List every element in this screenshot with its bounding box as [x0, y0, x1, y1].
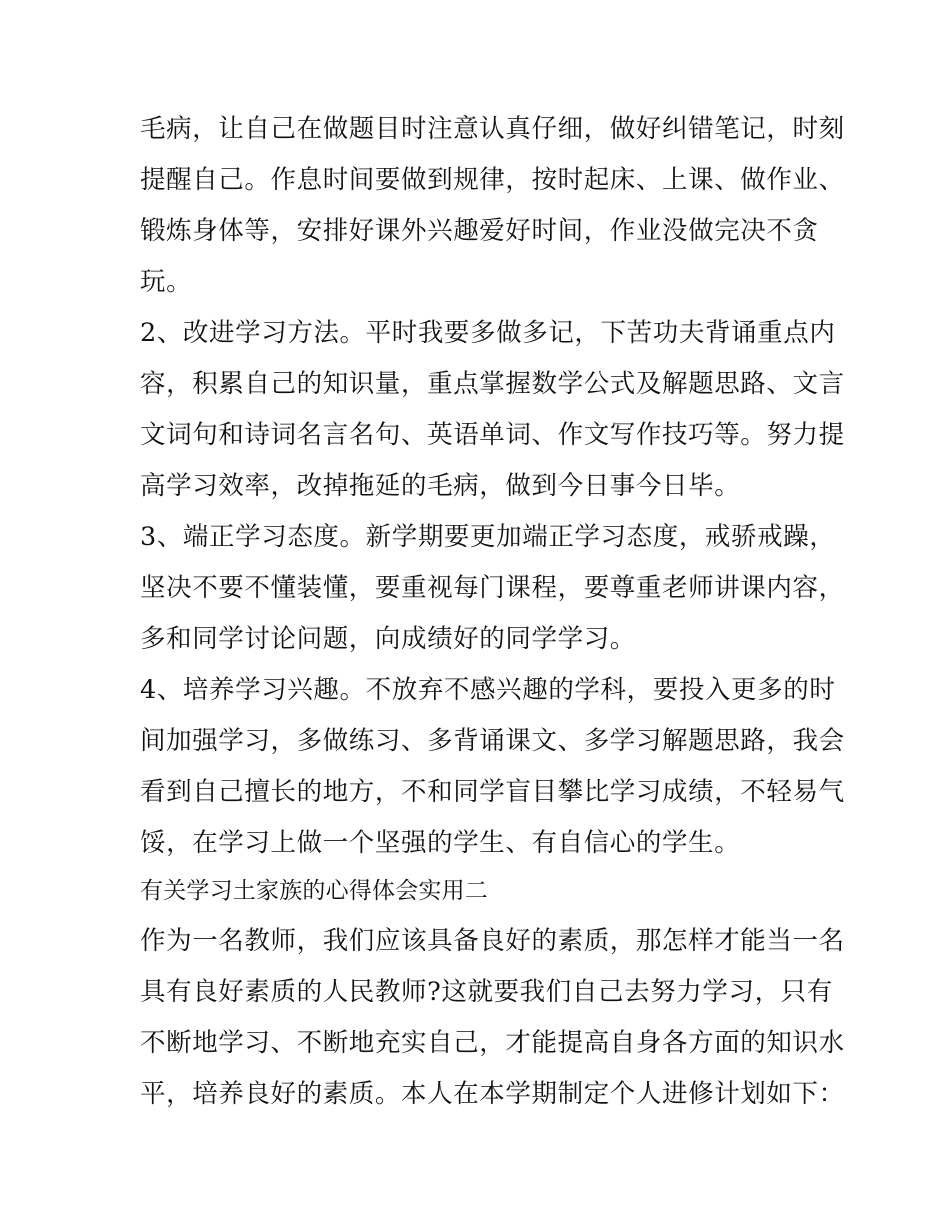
paragraph-line: 馁，在学习上做一个坚强的学生、有自信心的学生。	[140, 828, 741, 858]
paragraph-line: 不断地学习、不断地充实自己，才能提高自身各方面的知识水	[140, 1028, 845, 1058]
paragraph-line: 玩。	[140, 267, 193, 297]
paragraph-line: 作为一名教师，我们应该具备良好的素质，那怎样才能当一名	[140, 926, 845, 956]
paragraph-line: 多和同学讨论问题，向成绩好的同学学习。	[140, 624, 636, 654]
paragraph-line: 坚决不要不懂装懂，要重视每门课程，要尊重老师讲课内容，	[140, 573, 845, 603]
list-item-line: 3、端正学习态度。新学期要更加端正学习态度，戒骄戒躁，	[140, 522, 836, 552]
paragraph-line: 提醒自己。作息时间要做到规律，按时起床、上课、做作业、	[140, 165, 845, 195]
paragraph-line: 毛病，让自己在做题目时注意认真仔细，做好纠错笔记，时刻	[140, 114, 845, 144]
paragraph-line: 文词句和诗词名言名句、英语单词、作文写作技巧等。努力提	[140, 420, 845, 450]
paragraph-line: 看到自己擅长的地方，不和同学盲目攀比学习成绩，不轻易气	[140, 777, 845, 807]
paragraph-line: 高学习效率，改掉拖延的毛病，做到今日事今日毕。	[140, 471, 741, 501]
section-heading: 有关学习土家族的心得体会实用二	[140, 878, 488, 904]
paragraph-line: 容，积累自己的知识量，重点掌握数学公式及解题思路、文言	[140, 369, 845, 399]
paragraph-line: 间加强学习，多做练习、多背诵课文、多学习解题思路，我会	[140, 726, 845, 756]
list-item-line: 4、培养学习兴趣。不放弃不感兴趣的学科，要投入更多的时	[140, 675, 836, 705]
paragraph-line: 具有良好素质的人民教师?这就要我们自己去努力学习，只有	[140, 977, 833, 1007]
paragraph-line: 锻炼身体等，安排好课外兴趣爱好时间，作业没做完决不贪	[140, 216, 819, 246]
list-item-line: 2、改进学习方法。平时我要多做多记，下苦功夫背诵重点内	[140, 318, 836, 348]
paragraph-line: 平，培养良好的素质。本人在本学期制定个人进修计划如下：	[140, 1079, 845, 1109]
